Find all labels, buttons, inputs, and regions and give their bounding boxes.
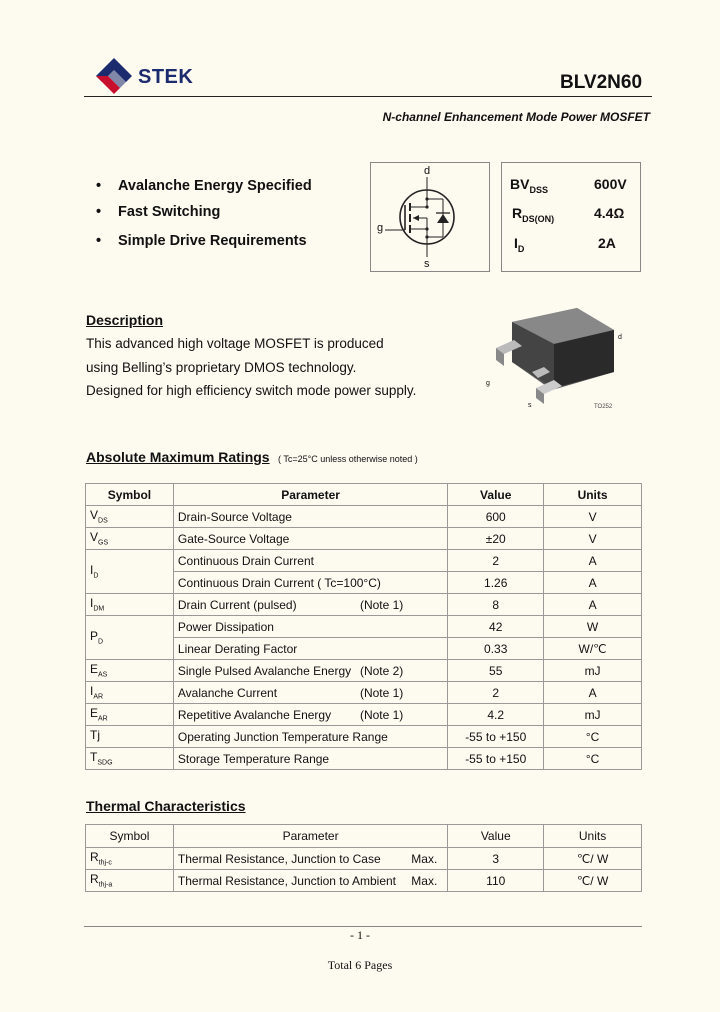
parameter-cell: Storage Temperature Range xyxy=(173,748,447,770)
symbol-cell: $E_{AS}$ xyxy=(86,660,174,682)
pkg-pin-s: s xyxy=(528,402,532,409)
parameter-cell: Thermal Resistance, Junction to Ambient Max. xyxy=(173,870,447,892)
value-cell: 8 xyxy=(448,594,544,616)
stek-logo-icon xyxy=(94,56,136,96)
symbol-cell: $I_{AR}$ xyxy=(86,682,174,704)
unit-cell: A xyxy=(544,682,642,704)
col-header: Units xyxy=(544,825,642,848)
thermal-table xyxy=(85,824,642,892)
part-number: BLV2N60 xyxy=(560,72,643,93)
parameter-cell: Single Pulsed Avalanche Energy (Note 2) xyxy=(173,660,447,682)
value-cell: 1.26 xyxy=(448,572,544,594)
unit-cell: ℃/ W xyxy=(544,870,642,892)
ratings-note: ( Tc=25°C unless otherwise noted ) xyxy=(278,454,418,464)
value-cell: 3 xyxy=(448,848,544,870)
unit-cell: V xyxy=(544,528,642,550)
table-row xyxy=(86,594,642,616)
rdson-label: $R_{DS(ON)}$ xyxy=(512,205,555,224)
bvdss-value: 600V xyxy=(594,176,627,192)
value-cell: 0.33 xyxy=(448,638,544,660)
unit-cell: V xyxy=(544,506,642,528)
unit-cell: mJ xyxy=(544,704,642,726)
package-drawing xyxy=(482,300,632,420)
gate-label: g xyxy=(377,222,384,234)
value-cell: 55 xyxy=(448,660,544,682)
table-row xyxy=(86,726,642,748)
unit-cell: mJ xyxy=(544,660,642,682)
thermal-title: Thermal Characteristics xyxy=(86,798,246,814)
col-header: Parameter xyxy=(173,825,447,848)
symbol-cell: $V_{GS}$ xyxy=(86,528,174,550)
note-ref: (Note 1) xyxy=(359,685,404,700)
unit-cell: °C xyxy=(544,726,642,748)
description-title: Description xyxy=(86,312,164,328)
brand-name: STEK xyxy=(138,66,194,88)
value-cell: -55 to +150 xyxy=(448,748,544,770)
symbol-cell: $V_{DS}$ xyxy=(86,506,174,528)
ratings-header-row xyxy=(86,484,642,506)
feature-item: • Avalanche Energy Specified xyxy=(96,178,312,194)
parameter-cell: Repetitive Avalanche Energy (Note 1) xyxy=(173,704,447,726)
col-header: Symbol xyxy=(86,825,174,848)
feature-item: • Fast Switching xyxy=(96,204,221,220)
id-value: 2A xyxy=(598,235,616,251)
table-row xyxy=(86,848,642,870)
symbol-cell: $I_{DM}$ xyxy=(86,594,174,616)
note-ref: (Note 1) xyxy=(359,707,404,722)
parameter-cell: Drain Current (pulsed) (Note 1) xyxy=(173,594,447,616)
thermal-header-row xyxy=(86,825,642,848)
description-line: Designed for high efficiency switch mode power supply. xyxy=(86,383,417,398)
ratings-heading xyxy=(86,449,418,467)
unit-cell: W/℃ xyxy=(544,638,642,660)
value-cell: 42 xyxy=(448,616,544,638)
drain-label: d xyxy=(424,165,431,177)
id-label: $I_D$ xyxy=(514,235,525,254)
header-rule xyxy=(84,96,652,97)
value-cell: -55 to +150 xyxy=(448,726,544,748)
symbol-cell: $T_{SDG}$ xyxy=(86,748,174,770)
to252-package-icon xyxy=(482,300,632,420)
table-row xyxy=(86,550,642,572)
unit-cell: A xyxy=(544,572,642,594)
bvdss-label: $BV_{DSS}$ xyxy=(510,176,548,195)
source-label: s xyxy=(424,258,430,270)
note-ref: (Note 2) xyxy=(359,663,404,678)
unit-cell: °C xyxy=(544,748,642,770)
ratings-title: Absolute Maximum Ratings xyxy=(86,449,270,465)
parameter-cell: Power Dissipation xyxy=(173,616,447,638)
table-row xyxy=(86,704,642,726)
unit-cell: A xyxy=(544,594,642,616)
value-cell: 110 xyxy=(448,870,544,892)
col-header: Units xyxy=(544,484,642,506)
parameter-cell: Operating Junction Temperature Range xyxy=(173,726,447,748)
table-row xyxy=(86,506,642,528)
key-specs-box xyxy=(501,162,641,272)
unit-cell: ℃/ W xyxy=(544,848,642,870)
pkg-pin-g: g xyxy=(486,380,490,387)
value-cell: 600 xyxy=(448,506,544,528)
condition: Max. xyxy=(411,873,438,888)
pkg-pin-d: d xyxy=(618,334,622,341)
parameter-cell: Gate-Source Voltage xyxy=(173,528,447,550)
parameter-cell: Continuous Drain Current xyxy=(173,550,447,572)
table-row xyxy=(86,528,642,550)
parameter-cell: Continuous Drain Current ( Tc=100°C) xyxy=(173,572,447,594)
feature-text: Avalanche Energy Specified xyxy=(118,178,312,194)
col-header: Symbol xyxy=(86,484,174,506)
description-line: This advanced high voltage MOSFET is produced xyxy=(86,336,384,351)
unit-cell: W xyxy=(544,616,642,638)
condition: Max. xyxy=(411,851,438,866)
device-subtitle: N-channel Enhancement Mode Power MOSFET xyxy=(382,110,650,124)
value-cell: ±20 xyxy=(448,528,544,550)
symbol-cell: $R_{thj-c}$ xyxy=(86,848,174,870)
feature-text: Fast Switching xyxy=(118,204,221,220)
table-row xyxy=(86,616,642,638)
symbol-cell: $I_D$ xyxy=(86,550,174,594)
table-row xyxy=(86,660,642,682)
footer-rule xyxy=(84,926,642,927)
parameter-cell: Linear Derating Factor xyxy=(173,638,447,660)
pkg-code: TO252 xyxy=(594,404,613,410)
schematic-box xyxy=(370,162,490,272)
mosfet-symbol-icon xyxy=(371,163,489,271)
symbol-cell: Tj xyxy=(86,726,174,748)
table-row xyxy=(86,682,642,704)
value-cell: 2 xyxy=(448,550,544,572)
table-row xyxy=(86,870,642,892)
parameter-cell: Thermal Resistance, Junction to Case Max. xyxy=(173,848,447,870)
parameter-cell: Avalanche Current (Note 1) xyxy=(173,682,447,704)
symbol-cell: $E_{AR}$ xyxy=(86,704,174,726)
value-cell: 4.2 xyxy=(448,704,544,726)
table-row xyxy=(86,748,642,770)
value-cell: 2 xyxy=(448,682,544,704)
ratings-table xyxy=(85,483,642,770)
rdson-value: 4.4Ω xyxy=(594,205,625,221)
parameter-cell: Drain-Source Voltage xyxy=(173,506,447,528)
col-header: Parameter xyxy=(173,484,447,506)
total-pages: Total 6 Pages xyxy=(327,958,393,972)
note-ref: (Note 1) xyxy=(359,597,404,612)
page-number: - 1 - xyxy=(350,928,370,942)
col-header: Value xyxy=(448,825,544,848)
description-line: using Belling’s proprietary DMOS technology. xyxy=(86,360,357,375)
symbol-cell: $P_D$ xyxy=(86,616,174,660)
col-header: Value xyxy=(448,484,544,506)
unit-cell: A xyxy=(544,550,642,572)
feature-text: Simple Drive Requirements xyxy=(118,233,307,249)
symbol-cell: $R_{thj-a}$ xyxy=(86,870,174,892)
feature-item: • Simple Drive Requirements xyxy=(96,233,307,249)
